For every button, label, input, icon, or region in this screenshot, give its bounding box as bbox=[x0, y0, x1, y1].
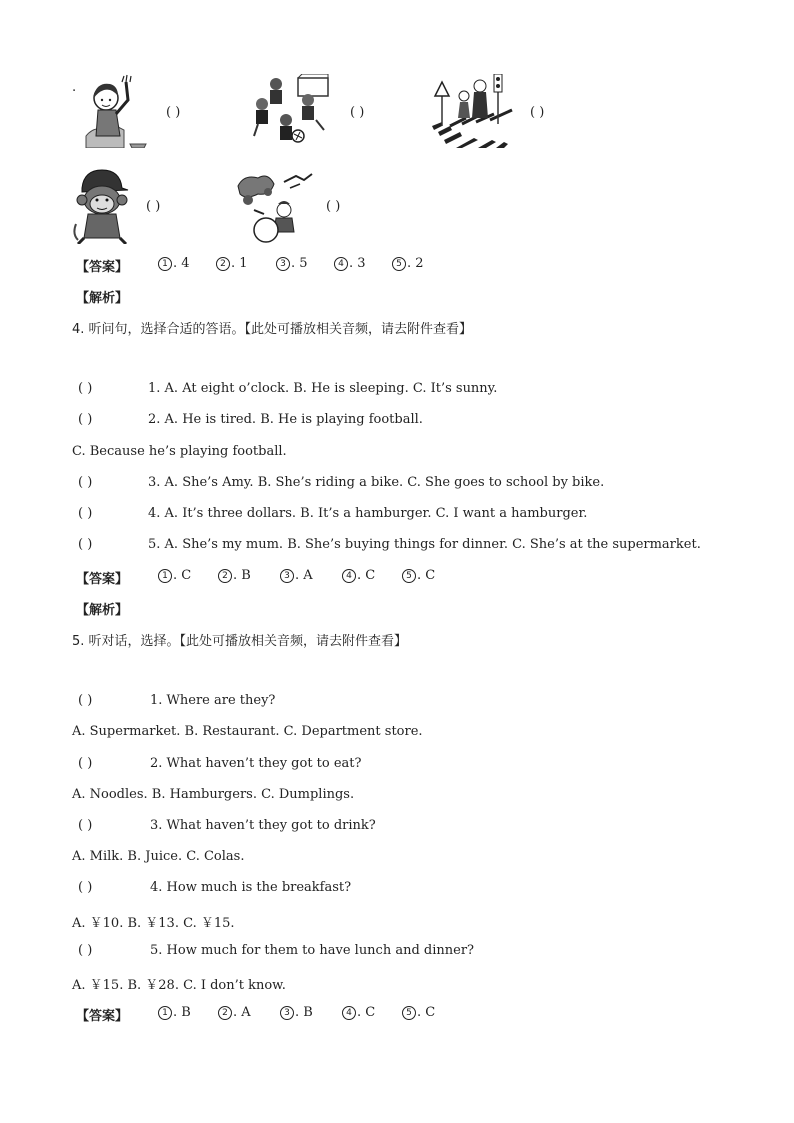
answer-item: 2 . B bbox=[218, 568, 251, 583]
q5-item-2-text: 2. What haven’t they got to eat? bbox=[150, 756, 362, 771]
answer-number-circle: 3 bbox=[280, 1006, 294, 1020]
q5-item-2-options: A. Noodles. B. Hamburgers. C. Dumplings. bbox=[72, 787, 355, 802]
answer-item: 1 . 4 bbox=[158, 256, 190, 271]
q4-item-3-paren[interactable]: ( ) bbox=[78, 475, 93, 490]
answer-item: 3 . A bbox=[280, 568, 313, 583]
answer-item: 3 . 5 bbox=[276, 256, 308, 271]
answer-number-circle: 1 bbox=[158, 569, 172, 583]
answer-number-circle: 4 bbox=[342, 569, 356, 583]
q5-item-3-text: 3. What haven’t they got to drink? bbox=[150, 818, 376, 833]
picture-2-paren[interactable]: ( ) bbox=[350, 105, 365, 120]
answer-item: 1 . B bbox=[158, 1005, 191, 1020]
q5-item-3-options: A. Milk. B. Juice. C. Colas. bbox=[72, 849, 245, 864]
answer-number-circle: 5 bbox=[392, 257, 406, 271]
answer-item: 2 . 1 bbox=[216, 256, 248, 271]
q4-item-2-paren[interactable]: ( ) bbox=[78, 412, 93, 427]
answer-item: 4 . C bbox=[342, 1005, 375, 1020]
answer-item: 5 . C bbox=[402, 568, 435, 583]
answer-item: 5 . 2 bbox=[392, 256, 424, 271]
q4-item-2-text: 2. A. He is tired. B. He is playing football. bbox=[148, 412, 423, 427]
q5-item-3-paren[interactable]: ( ) bbox=[78, 818, 93, 833]
answer-label: 【答案】 bbox=[76, 260, 129, 275]
answer-item: 1 . C bbox=[158, 568, 191, 583]
q5-item-5-paren[interactable]: ( ) bbox=[78, 943, 93, 958]
answer-number-circle: 2 bbox=[216, 257, 230, 271]
picture-1-paren[interactable]: ( ) bbox=[166, 105, 181, 120]
question-4-title: 4. 听问句，选择合适的答语。【此处可播放相关音频，请去附件查看】 bbox=[72, 322, 473, 337]
crosswalk-traffic-icon bbox=[432, 74, 516, 148]
kids-snow-play-icon bbox=[234, 170, 314, 246]
picture-5-paren[interactable]: ( ) bbox=[326, 199, 341, 214]
q5-item-4-options: A. ￥10. B. ￥13. C. ￥15. bbox=[72, 916, 235, 931]
answer-number-circle: 1 bbox=[158, 257, 172, 271]
q4-item-5-paren[interactable]: ( ) bbox=[78, 537, 93, 552]
question-5-title: 5. 听对话，选择。【此处可播放相关音频，请去附件查看】 bbox=[72, 634, 408, 649]
answer-number-circle: 2 bbox=[218, 569, 232, 583]
answer-label: 【答案】 bbox=[76, 1009, 129, 1024]
analysis-label: 【解析】 bbox=[76, 603, 129, 618]
q4-item-2-option-c: C. Because he’s playing football. bbox=[72, 444, 287, 459]
stray-dot: . bbox=[72, 80, 77, 95]
picture-4-paren[interactable]: ( ) bbox=[146, 199, 161, 214]
answer-number-circle: 4 bbox=[334, 257, 348, 271]
answer-number-circle: 3 bbox=[276, 257, 290, 271]
q4-item-4-paren[interactable]: ( ) bbox=[78, 506, 93, 521]
q5-item-1-options: A. Supermarket. B. Restaurant. C. Department store. bbox=[72, 724, 423, 739]
answer-number-circle: 3 bbox=[280, 569, 294, 583]
q4-item-4-text: 4. A. It’s three dollars. B. It’s a hamburger. C. I want a hamburger. bbox=[148, 506, 588, 521]
q4-item-1-paren[interactable]: ( ) bbox=[78, 381, 93, 396]
boy-waving-icon bbox=[84, 74, 150, 148]
q4-item-1-text: 1. A. At eight o’clock. B. He is sleeping. C. It’s sunny. bbox=[148, 381, 498, 396]
answer-number-circle: 5 bbox=[402, 1006, 416, 1020]
answer-number-circle: 5 bbox=[402, 569, 416, 583]
q5-item-4-text: 4. How much is the breakfast? bbox=[150, 880, 352, 895]
answer-number-circle: 1 bbox=[158, 1006, 172, 1020]
analysis-label: 【解析】 bbox=[76, 291, 129, 306]
answer-number-circle: 2 bbox=[218, 1006, 232, 1020]
q5-item-4-paren[interactable]: ( ) bbox=[78, 880, 93, 895]
answer-item: 4 . 3 bbox=[334, 256, 366, 271]
answer-item: 3 . B bbox=[280, 1005, 313, 1020]
q5-item-5-options: A. ￥15. B. ￥28. C. I don’t know. bbox=[72, 978, 286, 993]
q4-item-5-text: 5. A. She’s my mum. B. She’s buying things for dinner. C. She’s at the supermarket. bbox=[148, 537, 701, 552]
q5-item-5-text: 5. How much for them to have lunch and dinner? bbox=[150, 943, 475, 958]
answer-item: 4 . C bbox=[342, 568, 375, 583]
answer-label: 【答案】 bbox=[76, 572, 129, 587]
kids-playing-football-icon bbox=[252, 74, 332, 148]
q5-item-2-paren[interactable]: ( ) bbox=[78, 756, 93, 771]
answer-item: 5 . C bbox=[402, 1005, 435, 1020]
q5-item-1-text: 1. Where are they? bbox=[150, 693, 276, 708]
q5-item-1-paren[interactable]: ( ) bbox=[78, 693, 93, 708]
monkey-with-cap-icon bbox=[72, 168, 130, 244]
answer-item: 2 . A bbox=[218, 1005, 251, 1020]
picture-3-paren[interactable]: ( ) bbox=[530, 105, 545, 120]
answer-number-circle: 4 bbox=[342, 1006, 356, 1020]
q4-item-3-text: 3. A. She’s Amy. B. She’s riding a bike. C. She goes to school by bike. bbox=[148, 475, 605, 490]
